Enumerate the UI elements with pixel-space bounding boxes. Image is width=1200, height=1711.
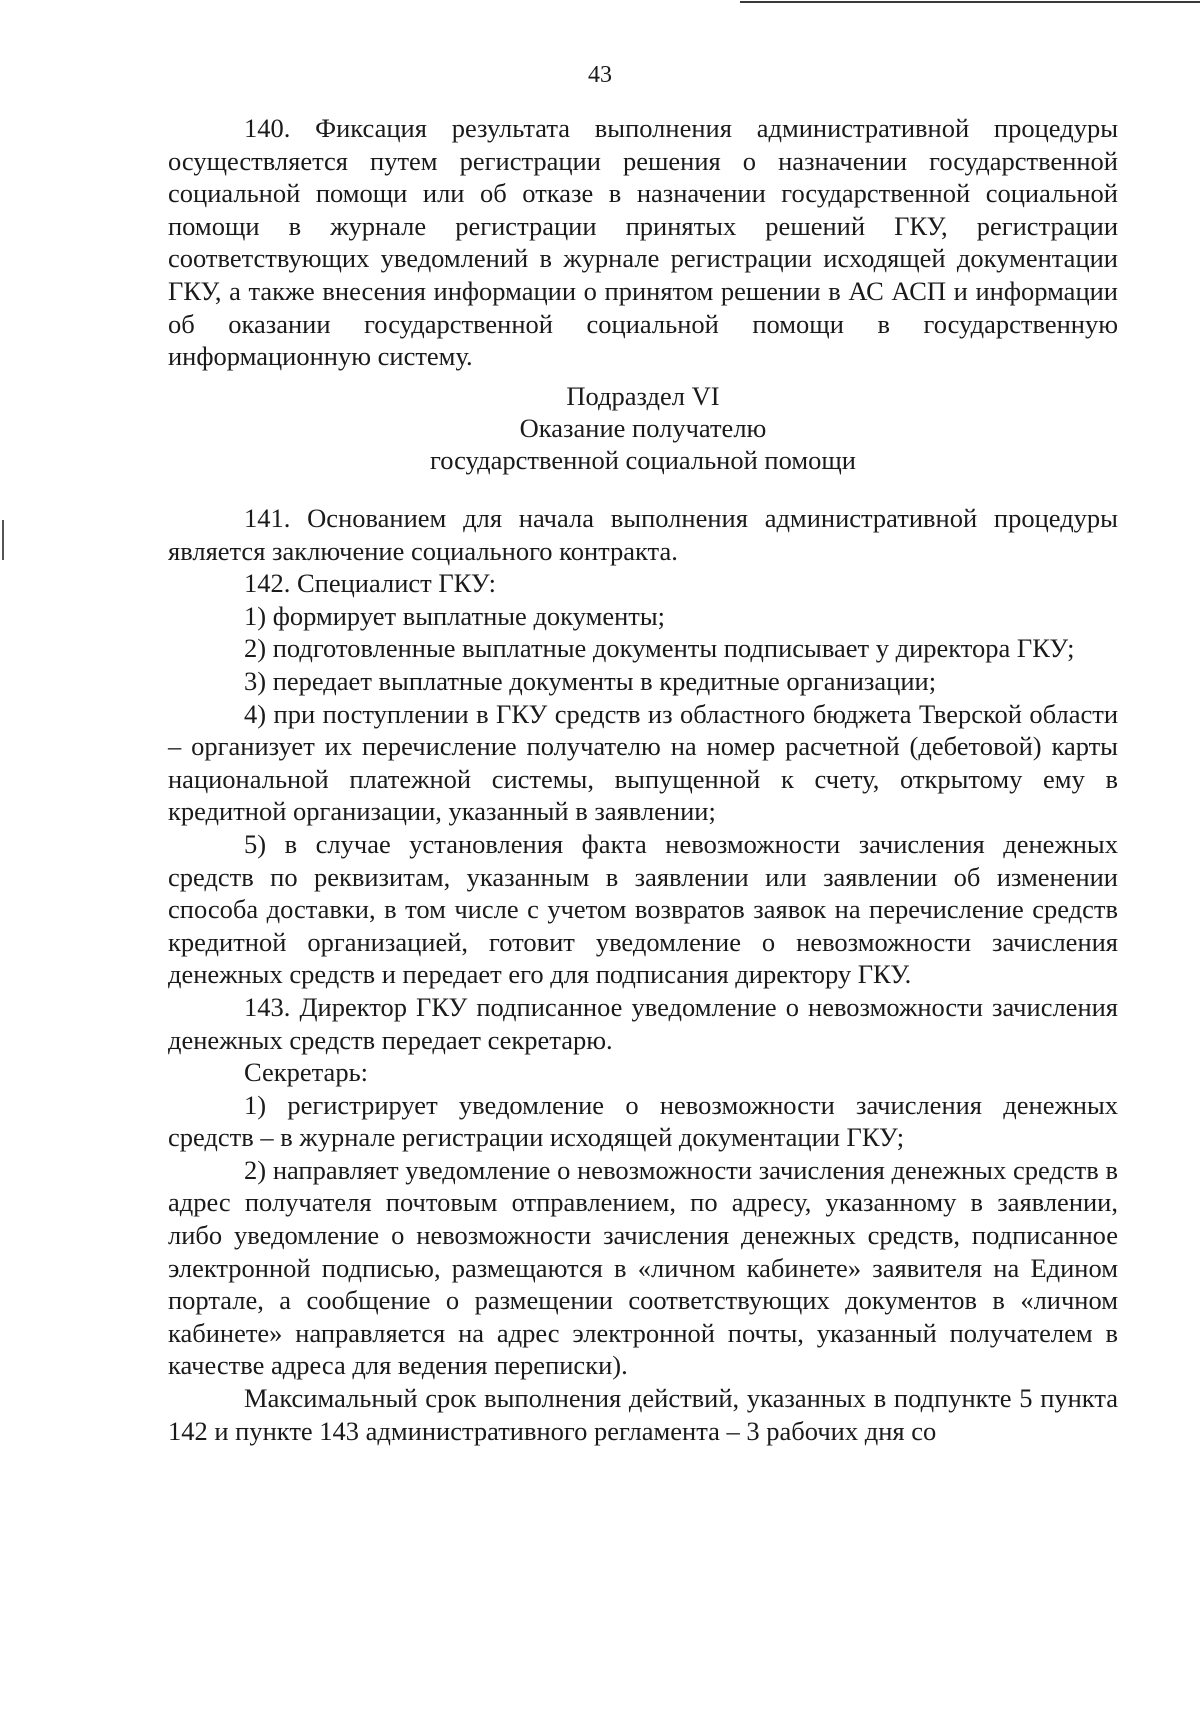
paragraph-140-block bbox=[168, 112, 1118, 373]
subsection-subtitle-line2: государственной социальной помощи bbox=[430, 445, 856, 475]
paragraph-142-item-3: 3) передает выплатные документы в кредитные организации; bbox=[244, 665, 937, 696]
paragraph-143: 143. Директор ГКУ подписанное уведомление о невозможности зачисления денежных средств передает секретарю. bbox=[168, 991, 1118, 1055]
secretary-item-2: 2) направляет уведомление о невозможности зачисления денежных средств в адрес получателя почтовым отправлением, по адресу, указанному в заявлении, либо уведомление о невозможности зачисления денежных средств, подписанное электронной подписью, размещаются в «личном кабинете» заявителя на Едином портале, а сообщение о размещении соответствующих документов в «личном кабинете» направляется на адрес электронной почты, указанный получателем в качестве адреса для ведения переписки). bbox=[168, 1154, 1118, 1381]
paragraph-142-item-1: 1) формирует выплатные документы; bbox=[244, 600, 666, 631]
scan-edge-mark bbox=[2, 520, 4, 560]
paragraph-142-item-2: 2) подготовленные выплатные документы подписывает у директора ГКУ; bbox=[244, 633, 1075, 664]
max-term-paragraph: Максимальный срок выполнения действий, указанных в подпункте 5 пункта 142 и пункте 143 административного регламента – 3 рабочих дня со bbox=[168, 1383, 1118, 1446]
secretary-item-1: 1) регистрирует уведомление о невозможности зачисления денежных средств – в журнале регистрации исходящей документации ГКУ; bbox=[168, 1089, 1118, 1153]
secretary-heading: Секретарь: bbox=[244, 1057, 369, 1088]
paragraph-141: 141. Основанием для начала выполнения административной процедуры является заключение социального контракта. bbox=[168, 503, 1118, 566]
paragraph-142: 142. Специалист ГКУ: bbox=[244, 568, 496, 599]
subsection-title: Подраздел VI bbox=[566, 381, 720, 411]
paragraph-140: 140. Фиксация результата выполнения административной процедуры осуществляется путем регистрации решения о назначении государственной социальной помощи или об отказе в назначении государственной социальной помощи в журнале регистрации принятых решений ГКУ, регистрации соответствующих уведомлений в журнале регистрации исходящей документации ГКУ, а также внесения информации о принятом решении в АС АСП и информации об оказании государственной социальной помощи в государственную информационную систему. bbox=[168, 113, 1118, 372]
page-number: 43 bbox=[588, 62, 612, 88]
subsection-subtitle-line1: Оказание получателю bbox=[519, 413, 767, 443]
main-text-block bbox=[168, 502, 1118, 1447]
scan-edge-line bbox=[740, 1, 1200, 3]
paragraph-142-item-5: 5) в случае установления факта невозможности зачисления денежных средств по реквизитам, указанным в заявлении или заявлении об изменении способа доставки, в том числе с учетом возвратов заявок на перечисление средств кредитной организацией, готовит уведомление о невозможности зачисления денежных средств и передает его для подписания директору ГКУ. bbox=[168, 828, 1118, 990]
paragraph-142-item-4: 4) при поступлении в ГКУ средств из областного бюджета Тверской области – организует их перечисление получателю на номер расчетной (дебетовой) карты национальной платежной системы, выпущенной к счету, открытому ему в кредитной организации, указанный в заявлении; bbox=[168, 698, 1118, 827]
